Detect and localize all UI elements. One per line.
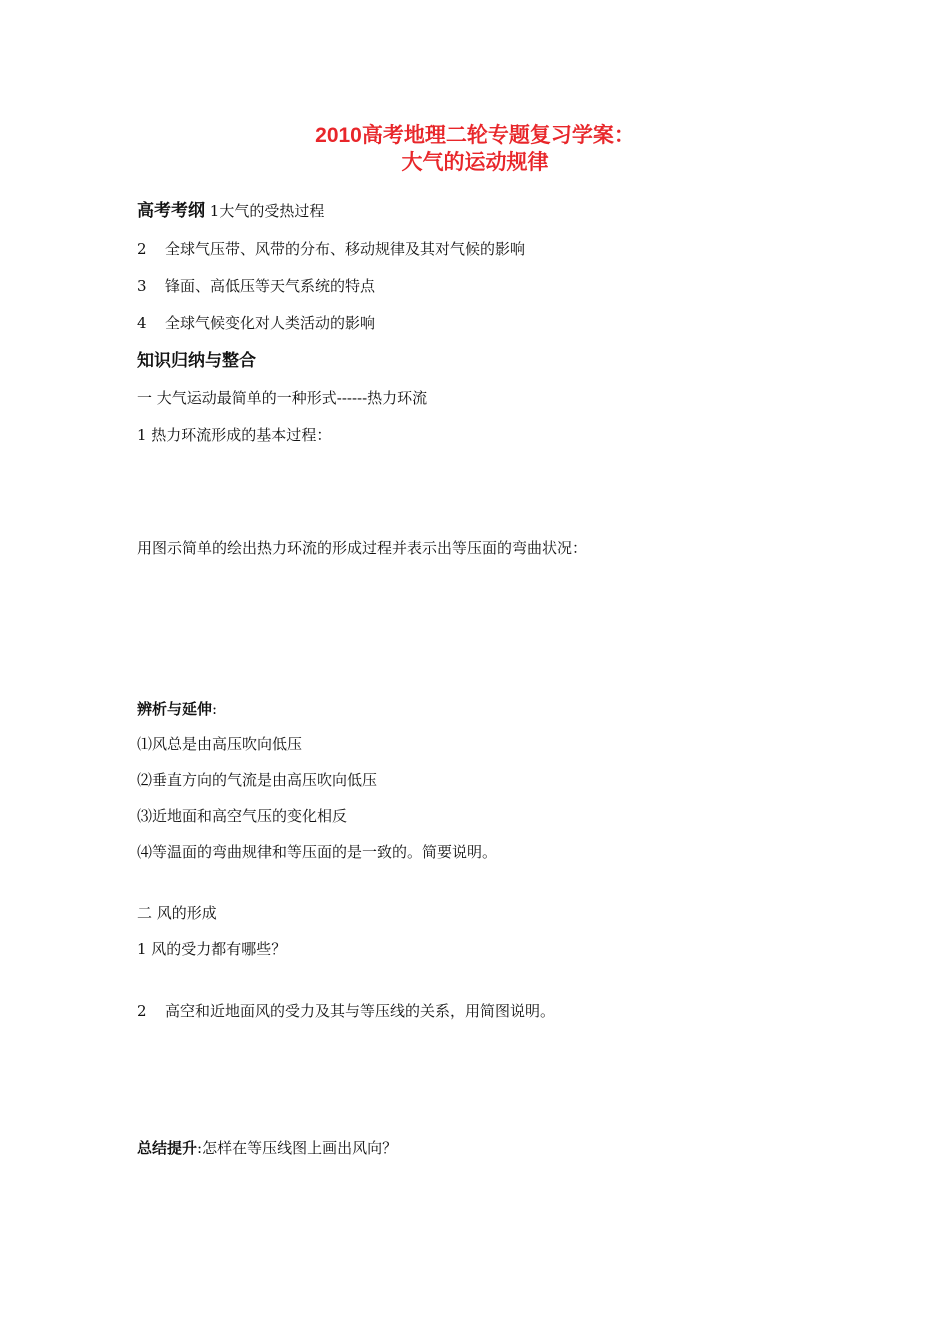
syllabus-item-num: 3 <box>137 277 147 295</box>
syllabus-item-text: 全球气压带、风带的分布、移动规律及其对气候的影响 <box>165 240 526 258</box>
discuss-heading <box>137 699 217 720</box>
knowledge-heading: 知识归纳与整合 <box>137 351 256 370</box>
syllabus-item-text: 全球气候变化对人类活动的影响 <box>165 314 376 332</box>
question-text: 高空和近地面风的受力及其与等压线的关系，用简图说明。 <box>165 1002 556 1020</box>
document-title <box>0 122 950 176</box>
syllabus-label: 高考考纲 <box>137 201 205 220</box>
title-line-1: 2010高考地理二轮专题复习学案： <box>315 124 635 147</box>
discuss-item: ⑵垂直方向的气流是由高压吹向低压 <box>137 771 378 789</box>
syllabus-line-1 <box>137 201 324 221</box>
drawing-instruction: 用图示简单的绘出热力环流的形成过程并表示出等压面的弯曲状况： <box>137 539 588 557</box>
syllabus-line-4 <box>137 313 375 333</box>
syllabus-item-text: 大气的受热过程 <box>219 202 325 220</box>
summary-text: :怎样在等压线图上画出风向？ <box>197 1139 398 1157</box>
syllabus-item-num: 4 <box>137 314 147 332</box>
discuss-label: 辨析与延伸 <box>137 701 213 718</box>
discuss-item: ⑴风总是由高压吹向低压 <box>137 735 303 753</box>
question-wind-forces: 1 风的受力都有哪些？ <box>137 940 287 958</box>
title-line-2: 大气的运动规律 <box>401 151 549 174</box>
section-2-title: 二 风的形成 <box>137 904 217 922</box>
question-num: 2 <box>137 1002 147 1020</box>
syllabus-line-2 <box>137 239 525 259</box>
discuss-colon: : <box>212 700 218 718</box>
question-wind-isobar <box>137 1001 555 1021</box>
summary-label: 总结提升 <box>137 1140 198 1157</box>
syllabus-item-num: 2 <box>137 240 147 258</box>
section-1-title: 一 大气运动最简单的一种形式------热力环流 <box>137 389 428 407</box>
syllabus-item-text: 锋面、高低压等天气系统的特点 <box>165 277 376 295</box>
discuss-item: ⑶近地面和高空气压的变化相反 <box>137 807 348 825</box>
syllabus-line-3 <box>137 276 375 296</box>
summary-line <box>137 1138 397 1159</box>
syllabus-item-num: 1 <box>209 202 220 220</box>
discuss-item: ⑷等温面的弯曲规律和等压面的是一致的。简要说明。 <box>137 843 498 861</box>
question-thermal-process: 1 热力环流形成的基本过程： <box>137 426 332 444</box>
